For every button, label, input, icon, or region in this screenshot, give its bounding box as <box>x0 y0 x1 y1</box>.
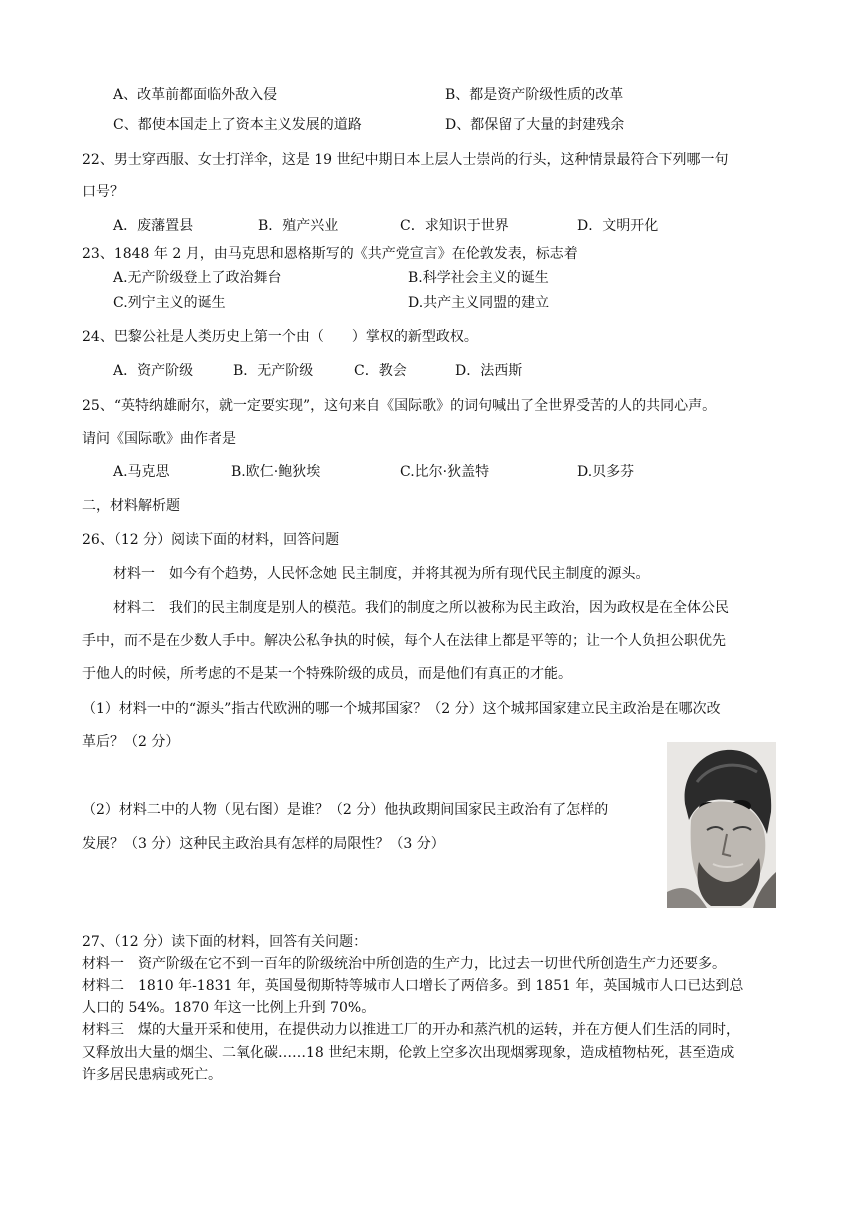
q24-stem: 24、巴黎公社是人类历史上第一个由（ ）掌权的新型政权。 <box>82 329 478 345</box>
q27-stem: 27、（12 分）读下面的材料，回答有关问题： <box>82 934 368 950</box>
q24-option-a: A．资产阶级 <box>113 363 194 379</box>
q27-material-1: 材料一 资产阶级在它不到一百年的阶级统治中所创造的生产力，比过去一切世代所创造生产力还要多。 <box>82 956 726 972</box>
q21-option-d: D、都保留了大量的封建残余 <box>445 117 625 133</box>
q25-option-d: D.贝多芬 <box>577 464 635 480</box>
q23-option-b: B.科学社会主义的诞生 <box>408 270 549 286</box>
q27-material-2-cont: 人口的 54%。1870 年这一比例上升到 70%。 <box>82 1000 376 1016</box>
q26-material-2: 材料二 我们的民主制度是别人的模范。我们的制度之所以被称为民主政治，因为政权是在全体公民 <box>113 600 729 616</box>
q26-part-1: （1）材料一中的“源头”指古代欧洲的哪一个城邦国家？（2 分）这个城邦国家建立民主政治是在哪次改 <box>82 701 721 717</box>
q25-option-c: C.比尔·狄盖特 <box>400 464 490 480</box>
q26-material-2-end: 于他人的时候，所考虑的不是某一个特殊阶级的成员，而是他们有真正的才能。 <box>82 666 572 682</box>
q25-option-a: A.马克思 <box>113 464 170 480</box>
pericles-bust-image <box>667 742 776 908</box>
q26-material-2-cont: 手中，而不是在少数人手中。解决公私争执的时候，每个人在法律上都是平等的；让一个人负担公职优先 <box>82 633 726 649</box>
q22-stem-cont: 口号？ <box>82 184 124 200</box>
q22-stem: 22、男士穿西服、女士打洋伞，这是 19 世纪中期日本上层人士崇尚的行头，这种情景最符合下列哪一句 <box>82 152 729 168</box>
q26-stem: 26、（12 分）阅读下面的材料，回答问题 <box>82 532 340 548</box>
q21-option-b: B、都是资产阶级性质的改革 <box>445 87 624 103</box>
q27-material-2: 材料二 1810 年-1831 年，英国曼彻斯特等城市人口增长了两倍多。到 1851 年，英国城市人口已达到总 <box>82 978 744 994</box>
q26-part-2-cont: 发展？（3 分）这种民主政治具有怎样的局限性？（3 分） <box>82 836 445 852</box>
q24-option-c: C．教会 <box>354 363 407 379</box>
q24-option-b: B．无产阶级 <box>233 363 314 379</box>
q26-material-1: 材料一 如今有个趋势，人民怀念她 民主制度，并将其视为所有现代民主制度的源头。 <box>113 566 650 582</box>
q23-option-d: D.共产主义同盟的建立 <box>408 295 550 311</box>
q22-option-b: B．殖产兴业 <box>258 218 339 234</box>
q25-stem: 25、“英特纳雄耐尔，就一定要实现”，这句来自《国际歌》的词句喊出了全世界受苦的人的共同心声。 <box>82 398 717 414</box>
q27-material-3: 材料三 煤的大量开采和使用，在提供动力以推进工厂的开办和蒸汽机的运转，并在方便人们生活的同时， <box>82 1022 740 1038</box>
section-heading: 二，材料解析题 <box>82 498 180 514</box>
q23-option-c: C.列宁主义的诞生 <box>113 295 226 311</box>
q22-option-d: D．文明开化 <box>577 218 659 234</box>
q21-option-c: C、都使本国走上了资本主义发展的道路 <box>113 117 362 133</box>
q27-material-3-cont: 又释放出大量的烟尘、二氧化碳……18 世纪末期，伦敦上空多次出现烟雾现象，造成植物枯死，甚至造成 <box>82 1045 735 1061</box>
q25-option-b: B.欧仁·鲍狄埃 <box>231 464 321 480</box>
q23-stem: 23、1848 年 2 月，由马克思和恩格斯写的《共产党宣言》在伦敦发表，标志着 <box>82 246 578 262</box>
q26-part-2: （2）材料二中的人物（见右图）是谁？（2 分）他执政期间国家民主政治有了怎样的 <box>82 802 609 818</box>
q22-option-a: A．废藩置县 <box>113 218 194 234</box>
q22-option-c: C．求知识于世界 <box>400 218 509 234</box>
q21-option-a: A、改革前都面临外敌入侵 <box>113 87 278 103</box>
q27-material-3-end: 许多居民患病或死亡。 <box>82 1067 222 1083</box>
q26-part-1-cont: 革后？（2 分） <box>82 734 180 750</box>
q24-option-d: D．法西斯 <box>455 363 523 379</box>
q25-stem-cont: 请问《国际歌》曲作者是 <box>82 431 236 447</box>
q23-option-a: A.无产阶级登上了政治舞台 <box>113 270 282 286</box>
